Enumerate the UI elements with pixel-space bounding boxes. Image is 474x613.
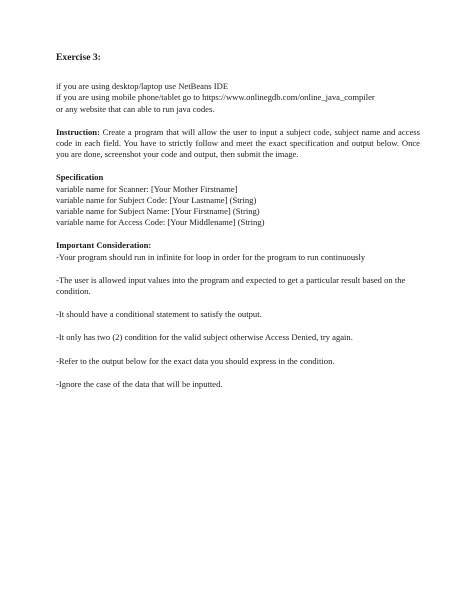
specification-section — [56, 172, 420, 228]
intro-line-desktop: if you are using desktop/laptop use NetBeans IDE — [56, 81, 229, 92]
intro-paragraph — [56, 81, 420, 115]
exercise-title: Exercise 3: — [56, 52, 101, 63]
consideration-conditional: -It should have a conditional statement to satisfy the output. — [56, 309, 262, 320]
spec-item-subject-name: variable name for Subject Name: [Your Firstname] (String) — [56, 206, 260, 217]
consideration-two-conditions: -It only has two (2) condition for the valid subject otherwise Access Denied, try again. — [56, 332, 353, 343]
instruction-text: Create a program that will allow the user to input a subject code, subject name and access code in each field. You have to strictly follow and meet the exact specification and output below. Once you are done, screenshot your code and output, then submit the image. — [56, 126, 420, 160]
consideration-ignore-case: -Ignore the case of the data that will be inputted. — [56, 378, 223, 389]
intro-line-mobile: if you are using mobile phone/tablet go to https://www.onlinegdb.com/online_java_compiler — [56, 92, 375, 103]
intro-line-other: or any website that can able to run java codes. — [56, 103, 215, 114]
considerations-section — [56, 240, 420, 390]
spec-item-access-code: variable name for Access Code: [Your Middlename] (String) — [56, 217, 265, 228]
spec-item-scanner: variable name for Scanner: [Your Mother Firstname] — [56, 183, 238, 194]
spec-item-subject-code: variable name for Subject Code: [Your Lastname] (String) — [56, 194, 257, 205]
consideration-refer-output: -Refer to the output below for the exact data you should express in the condition. — [56, 355, 335, 366]
consideration-input: -The user is allowed input values into the program and expected to get a particular result based on the condition. — [56, 274, 406, 297]
instruction-label: Instruction: — [56, 126, 100, 137]
document-page — [56, 52, 420, 402]
instruction-paragraph — [56, 127, 420, 161]
specification-heading: Specification — [56, 172, 104, 183]
considerations-head-group — [56, 240, 420, 262]
considerations-heading: Important Consideration: — [56, 240, 152, 251]
consideration-loop: -Your program should run in infinite for loop in order for the program to run continuously — [56, 251, 366, 262]
